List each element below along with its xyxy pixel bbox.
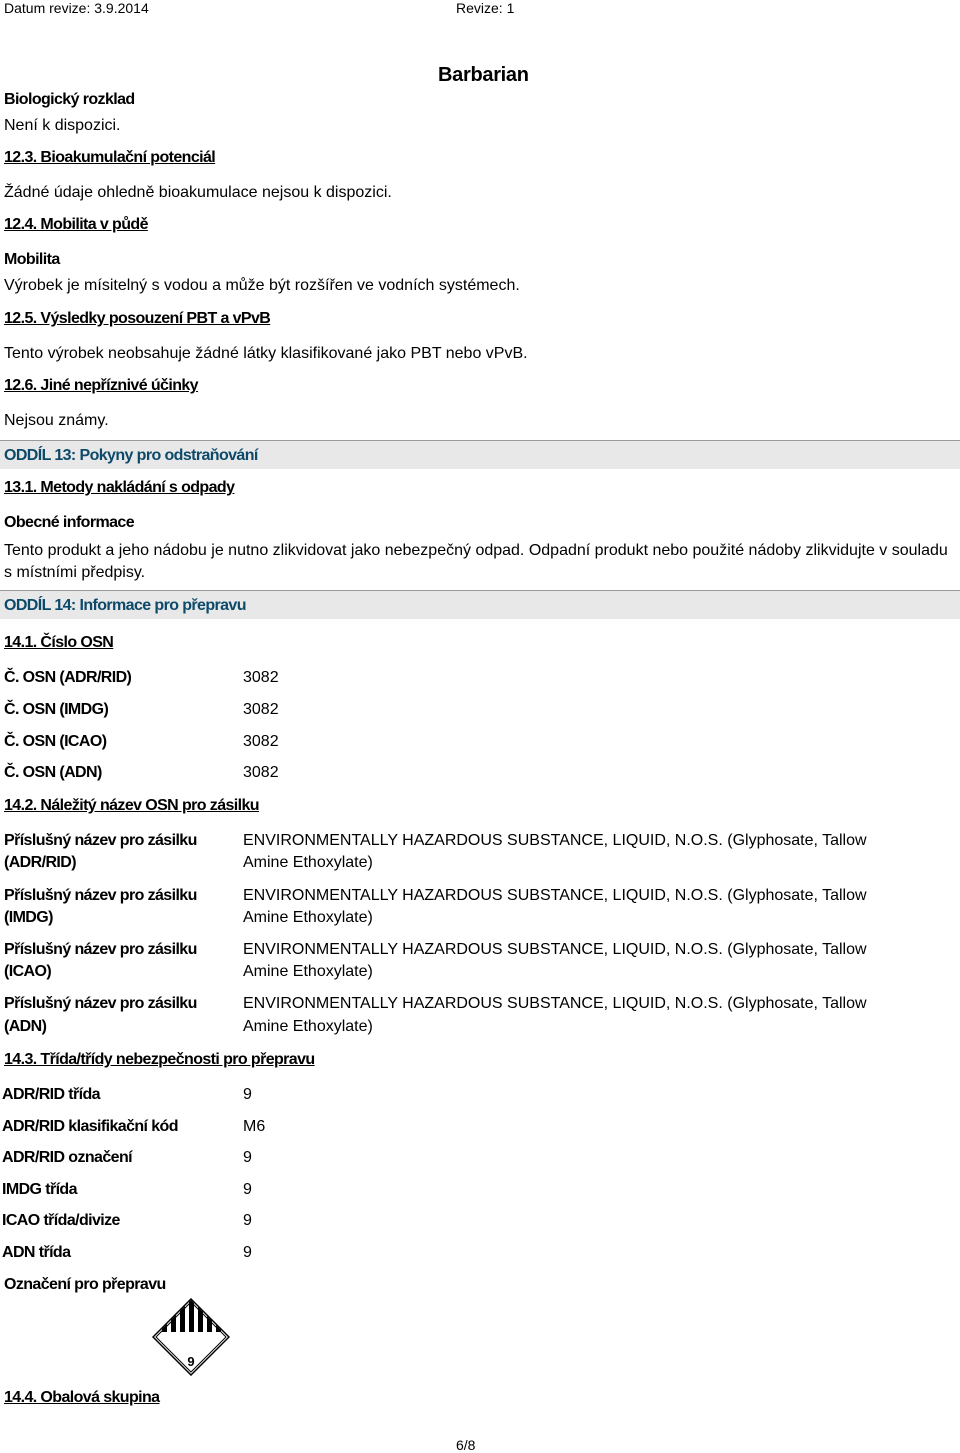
biodegradation-text: Není k dispozici. [4,117,121,134]
shipping-name-value: ENVIRONMENTALLY HAZARDOUS SUBSTANCE, LIQUID, N.O.S. (Glyphosate, Tallow [243,995,867,1012]
shipping-name-value-cont: Amine Ethoxylate) [243,963,373,980]
heading-13-1: 13.1. Metody nakládání s odpady [4,479,235,496]
un-number-label: Č. OSN (ICAO) [4,733,107,750]
hazard-class-value: 9 [243,1086,252,1103]
heading-12-4: 12.4. Mobilita v půdě [4,216,148,233]
hazard-class-value: 9 [243,1149,252,1166]
shipping-name-label-mode: (ICAO) [4,963,52,980]
un-number-value: 3082 [243,669,279,686]
un-number-value: 3082 [243,764,279,781]
heading-14-2: 14.2. Náležitý název OSN pro zásilku [4,797,259,814]
heading-12-6: 12.6. Jiné nepříznivé účinky [4,377,198,394]
un-number-label: Č. OSN (IMDG) [4,701,109,718]
un-number-label: Č. OSN (ADN) [4,764,102,781]
hazard-class-value: 9 [243,1181,252,1198]
revision-date: Datum revize: 3.9.2014 [4,0,149,16]
hazard-class-label: ADR/RID třída [2,1086,100,1103]
hazard-class-label: IMDG třída [2,1181,77,1198]
mobility-label: Mobilita [4,251,60,268]
hazard-class-label: ICAO třída/divize [2,1212,120,1229]
bioaccumulation-text: Žádné údaje ohledně bioakumulace nejsou k dispozici. [4,184,392,201]
shipping-name-value-cont: Amine Ethoxylate) [243,909,373,926]
other-effects-text: Nejsou známy. [4,412,109,429]
heading-12-3: 12.3. Bioakumulační potenciál [4,149,216,166]
shipping-name-value: ENVIRONMENTALLY HAZARDOUS SUBSTANCE, LIQUID, N.O.S. (Glyphosate, Tallow [243,887,867,904]
shipping-name-value: ENVIRONMENTALLY HAZARDOUS SUBSTANCE, LIQUID, N.O.S. (Glyphosate, Tallow [243,832,867,849]
shipping-name-value-cont: Amine Ethoxylate) [243,854,373,871]
pbt-text: Tento výrobek neobsahuje žádné látky klasifikované jako PBT nebo vPvB. [4,345,528,362]
heading-14-1: 14.1. Číslo OSN [4,634,114,651]
mobility-text: Výrobek je mísitelný s vodou a může být rozšířen ve vodních systémech. [4,277,520,294]
section-14-title: ODDÍL 14: Informace pro přepravu [4,597,246,614]
hazard-class-label: ADR/RID klasifikační kód [2,1118,178,1135]
hazard-class-value: 9 [243,1212,252,1229]
transport-labels-heading: Označení pro přepravu [4,1276,166,1293]
section-13-title: ODDÍL 13: Pokyny pro odstraňování [4,447,258,464]
pictogram-number: 9 [187,1354,195,1369]
hazard-class-label: ADN třída [2,1244,71,1261]
shipping-name-label-mode: (IMDG) [4,909,53,926]
section-14-bar [0,590,960,619]
un-number-label: Č. OSN (ADR/RID) [4,669,132,686]
heading-14-4: 14.4. Obalová skupina [4,1389,160,1406]
heading-14-3: 14.3. Třída/třídy nebezpečnosti pro přepravu [4,1051,315,1068]
shipping-name-label: Příslušný název pro zásilku [4,887,197,904]
un-number-value: 3082 [243,733,279,750]
page-number: 6/8 [456,1437,476,1453]
shipping-name-value: ENVIRONMENTALLY HAZARDOUS SUBSTANCE, LIQUID, N.O.S. (Glyphosate, Tallow [243,941,867,958]
shipping-name-label: Příslušný název pro zásilku [4,941,197,958]
revision-number: Revize: 1 [456,0,515,16]
shipping-name-label: Příslušný název pro zásilku [4,995,197,1012]
section-13-bar [0,440,960,469]
hazard-class-label: ADR/RID označení [2,1149,132,1166]
shipping-name-label-mode: (ADR/RID) [4,854,76,871]
un-number-value: 3082 [243,701,279,718]
product-name: Barbarian [438,64,529,86]
general-info-label: Obecné informace [4,514,135,531]
shipping-name-label: Příslušný název pro zásilku [4,832,197,849]
shipping-name-label-mode: (ADN) [4,1018,47,1035]
shipping-name-value-cont: Amine Ethoxylate) [243,1018,373,1035]
general-info-text: Tento produkt a jeho nádobu je nutno zlikvidovat jako nebezpečný odpad. Odpadní produkt nebo použité nádoby zlikvidujte v souladu s místními předpisy. [4,542,948,581]
biodegradation-label: Biologický rozklad [4,91,135,108]
hazard-class-value: 9 [243,1244,252,1261]
class-9-hazard-pictogram-icon [152,1298,230,1376]
heading-12-5: 12.5. Výsledky posouzení PBT a vPvB [4,310,271,327]
hazard-class-value: M6 [243,1118,266,1135]
